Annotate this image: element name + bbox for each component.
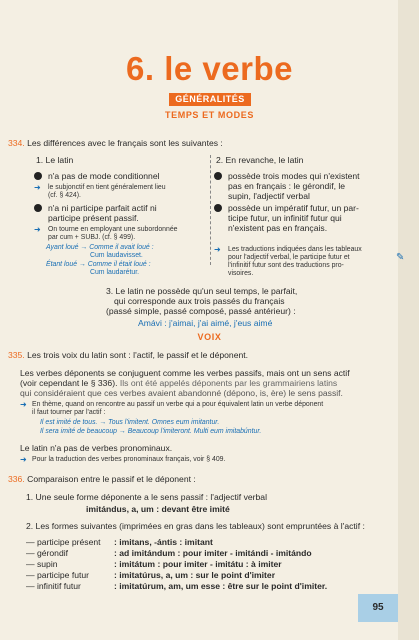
paragraph-number: 335. (8, 350, 25, 360)
paragraph-335-intro (8, 350, 248, 361)
note-335-c: Pour la traduction des verbes pronominaux français, voir § 409. (32, 456, 226, 463)
row-label: — gérondif (26, 548, 69, 558)
example-2a: Étant loué → Comme il était loué : (46, 261, 151, 268)
example-335-2: Il sera imité de beaucoup → Beaucoup l'imiteront. Multi eum imitabúntur. (40, 428, 262, 435)
bullet-icon (214, 172, 222, 180)
arrow-icon: ➜ (34, 183, 41, 192)
form-row (26, 548, 68, 559)
form-row-value: : ad imitándum : pour imiter - imitándi - imitándo (114, 548, 312, 558)
paragraph-number: 336. (8, 474, 25, 484)
paragraph-335-p1a: Les verbes déponents se conjuguent comme les verbes passifs, mais ont un sens actif (20, 368, 350, 378)
form-row (26, 581, 81, 592)
row-label: — infinitif futur (26, 581, 81, 591)
paragraph-number: 334. (8, 138, 25, 148)
form-row (26, 559, 58, 570)
p1b-text-2: Ils ont été appelés déponents par les grammairiens latins (119, 378, 338, 388)
form-row-value: : imitátum : pour imiter - imitátu : à imiter (114, 559, 282, 569)
bullet-icon (34, 204, 42, 212)
point-3-line-1: 3. Le latin ne possède qu'un seul temps, le parfait, (106, 286, 298, 296)
form-row (26, 570, 89, 581)
right-note-2: pour l'adjectif verbal, le participe futur et (228, 254, 350, 261)
section-heading-voix: VOIX (197, 332, 222, 342)
chapter-title: 6. le verbe (126, 50, 293, 87)
bullet-icon (34, 172, 42, 180)
arrow-icon: ➜ (34, 225, 41, 234)
point-3-line-3: (passé simple, passé composé, passé antérieur) : (106, 306, 296, 316)
paragraph-336-p1-example: imitándus, a, um : devant être imité (86, 504, 230, 514)
p1b-text: (voir cependant le § 336). (20, 378, 118, 388)
intro-text: Les trois voix du latin sont : l'actif, le passif et le déponent. (27, 350, 249, 360)
form-row-value: : imitatúrum, am, um esse : être sur le point d'imiter. (114, 581, 328, 591)
left-bullet-2b: participe présent passif. (48, 213, 139, 223)
row-label: — participe présent (26, 537, 101, 547)
intro-text: Les différences avec le français sont les suivantes : (27, 138, 223, 148)
bullet-icon (214, 204, 222, 212)
left-bullet-2a: n'a ni participe parfait actif ni (48, 203, 157, 213)
right-bullet-2a: possède un impératif futur, un par- (228, 203, 359, 213)
section-subheading: TEMPS ET MODES (165, 110, 254, 120)
point-3-example: Amávi : j'aimai, j'ai aimé, j'eus aimé (138, 318, 273, 328)
left-heading: 1. Le latin (36, 155, 74, 165)
example-335-1: Il est imité de tous. → Tous l'imitent. Omnes eum imitantur. (40, 419, 220, 426)
right-bullet-1b: pas en français : le gérondif, le (228, 181, 346, 191)
page-number: 95 (358, 594, 398, 622)
paragraph-336-p2: 2. Les formes suivantes (imprimées en gras dans les tableaux) sont empruntées à l'actif : (26, 521, 365, 531)
page-edge (398, 0, 419, 640)
right-bullet-1c: supin, l'adjectif verbal (228, 191, 310, 201)
arrow-icon: ➜ (214, 245, 221, 254)
row-label: — supin (26, 559, 58, 569)
paragraph-335-p1c: qui considéraient que ces verbes avaient abandonné (dépono, is, ère) le sens passif. (20, 388, 343, 398)
example-1b: Cum laudavisset. (90, 252, 143, 259)
right-bullet-2c: n'existent pas en français. (228, 223, 328, 233)
left-note-2b: par cum + SUBJ. (cf. § 499). (48, 234, 136, 241)
right-note-4: visoires. (228, 270, 254, 277)
right-note-3: l'infinitif futur sont des traductions pro- (228, 262, 344, 269)
left-note-1b: (cf. § 424). (48, 192, 81, 199)
column-divider (210, 155, 211, 265)
example-1a: Ayant loué → Comme il avait loué : (46, 244, 154, 251)
paragraph-335-p1b (20, 378, 337, 389)
section-badge: GÉNÉRALITÉS (169, 93, 251, 106)
paragraph-336-p1: 1. Une seule forme déponente a le sens passif : l'adjectif verbal (26, 492, 267, 502)
intro-text: Comparaison entre le passif et le déponent : (27, 474, 196, 484)
right-bullet-1a: possède trois modes qui n'existent (228, 171, 360, 181)
paragraph-336-intro (8, 474, 196, 485)
left-note-1a: le subjonctif en tient généralement lieu (48, 184, 166, 191)
form-row-value: : imitatúrus, a, um : sur le point d'imiter (114, 570, 276, 580)
form-row-value: : imitans, -ántis : imitant (114, 537, 213, 547)
arrow-icon: ➜ (20, 400, 27, 409)
point-3-line-2: qui corresponde aux trois passés du français (114, 296, 285, 306)
row-label: — participe futur (26, 570, 90, 580)
paragraph-334-intro (8, 138, 223, 149)
note-335-a: En thème, quand on rencontre au passif un verbe qui a pour équivalent latin un verbe déponent (32, 401, 324, 408)
right-bullet-2b: ticipe futur, un infinitif futur qui (228, 213, 342, 223)
right-note-1: Les traductions indiquées dans les tableaux (228, 246, 362, 253)
margin-mark-icon: ✎ (396, 252, 405, 263)
form-row (26, 537, 101, 548)
paragraph-335-p2: Le latin n'a pas de verbes pronominaux. (20, 443, 173, 453)
left-bullet-1: n'a pas de mode conditionnel (48, 171, 160, 181)
example-2b: Cum laudarétur. (90, 269, 140, 276)
left-note-2a: On tourne en employant une subordonnée (48, 226, 178, 233)
arrow-icon: ➜ (20, 455, 27, 464)
note-335-b: il faut tourner par l'actif : (32, 409, 106, 416)
right-heading: 2. En revanche, le latin (216, 155, 304, 165)
